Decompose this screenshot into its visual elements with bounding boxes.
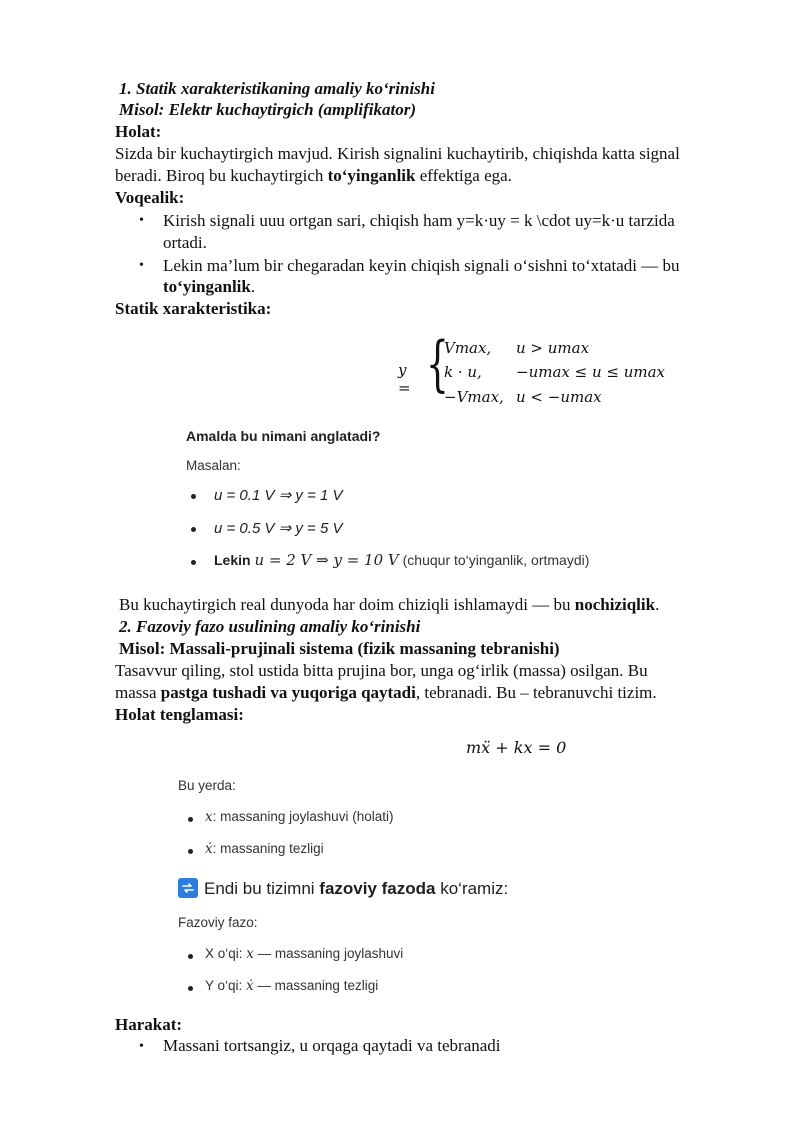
section2-example: Misol: Massali-prujinali sistema (fizik massaning tebranishi) <box>119 639 560 658</box>
bullet2-line2: to‘yinganlik. <box>163 277 256 296</box>
section2-text1: Tasavvur qiling, stol ustida bitta prujina bor, unga og‘irlik (massa) osilgan. Bu <box>115 661 648 680</box>
bullet-marker: • <box>139 213 144 228</box>
box2-item2: ẋ: massaning tezligi <box>205 841 324 857</box>
bullet-dot <box>191 560 196 565</box>
holat-text-2: beradi. Biroq bu kuchaytirgich to‘yinganlik effektiga ega. <box>115 166 512 185</box>
harakat-label: Harakat: <box>115 1015 183 1034</box>
section2-heading: 2. Fazoviy fazo usulining amaliy ko‘rinishi <box>119 617 421 636</box>
bullet-dot <box>188 986 193 991</box>
box1-item2: u = 0.5 V ⇒ y = 5 V <box>214 520 343 537</box>
nochiziqlik-line: Bu kuchaytirgich real dunyoda har doim chiziqli ishlamaydi — bu nochiziqlik. <box>119 595 660 614</box>
box2-item1: x: massaning joylashuvi (holati) <box>205 809 394 825</box>
bullet-dot <box>188 817 193 822</box>
harakat-bullet1: Massani tortsangiz, u orqaga qaytadi va tebranadi <box>163 1036 501 1055</box>
bullet-dot <box>188 954 193 959</box>
row3-condition: u < −umax <box>516 388 602 406</box>
box2-fazoviy: Fazoviy fazo: <box>178 915 258 930</box>
holat-label: Holat: <box>115 122 162 141</box>
section1-heading: 1. Statik xarakteristikaning amaliy ko‘rinishi <box>119 79 435 98</box>
box1-masalan: Masalan: <box>186 458 241 473</box>
bullet-dot <box>191 527 196 532</box>
row1-condition: u > umax <box>516 339 590 357</box>
voqealik-label: Voqealik: <box>115 188 185 207</box>
holat-text-1: Sizda bir kuchaytirgich mavjud. Kirish signalini kuchaytirib, chiqishda katta signal <box>115 144 680 163</box>
section2-text2: massa pastga tushadi va yuqoriga qaytadi, tebranadi. Bu – tebranuvchi tizim. <box>115 683 657 702</box>
box1-title: Amalda bu nimani anglatadi? <box>186 428 381 444</box>
box2-heading: Endi bu tizimni fazoviy fazoda ko‘ramiz: <box>178 878 508 899</box>
row2-value: k · u, <box>444 363 482 381</box>
box2-axis1: X o‘qi: x — massaning joylashuvi <box>205 946 404 962</box>
row3-value: −Vmax, <box>444 388 504 406</box>
statik-label: Statik xarakteristika: <box>115 299 272 318</box>
section1-example: Misol: Elektr kuchaytirgich (amplifikator) <box>119 100 417 119</box>
box2-axis2: Y o‘qi: ẋ — massaning tezligi <box>205 978 379 994</box>
row1-value: Vmax, <box>444 339 492 357</box>
bullet1-line1: Kirish signali uuu ortgan sari, chiqish ham y=k·uy = k \cdot uy=k·u tarzida <box>163 211 675 230</box>
box2-bu-yerda: Bu yerda: <box>178 778 236 793</box>
bullet-dot <box>191 494 196 499</box>
bullet-marker: • <box>139 1039 144 1054</box>
equation-lhs: y = <box>398 361 411 397</box>
bullet-marker: • <box>139 258 144 273</box>
bullet-dot <box>188 849 193 854</box>
box1-item3: Lekin u = 2 V ⇒ y = 10 V (chuqur to‘yinganlik, ortmaydi) <box>214 551 590 569</box>
row2-condition: −umax ≤ u ≤ umax <box>516 363 666 381</box>
repeat-icon <box>178 878 198 898</box>
box1-item1: u = 0.1 V ⇒ y = 1 V <box>214 487 343 504</box>
bullet2-line1: Lekin ma’lum bir chegaradan keyin chiqish signali o‘sishni to‘xtatadi — bu <box>163 256 680 275</box>
motion-equation: mẍ + kx = 0 <box>466 738 567 757</box>
bullet1-line2: ortadi. <box>163 233 207 252</box>
holat-tenglamasi-label: Holat tenglamasi: <box>115 705 244 724</box>
brace-symbol: { <box>426 329 449 399</box>
